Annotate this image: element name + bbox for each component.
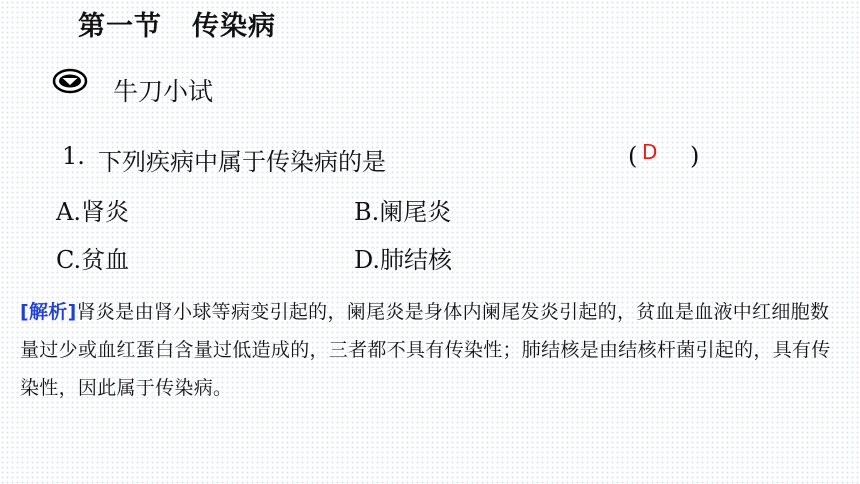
option-letter: A.: [56, 198, 81, 226]
analysis-paragraph: [20, 293, 840, 407]
option-c: [56, 240, 129, 275]
option-text: 贫血: [81, 246, 130, 274]
chevron-down-circle-icon: [52, 68, 88, 94]
option-d: [354, 240, 452, 275]
answer-value: D: [642, 140, 658, 164]
question-text: 下列疾病中属于传染病的是: [98, 148, 386, 176]
topic-title: 传染病: [192, 11, 276, 42]
option-text: 肺结核: [380, 246, 453, 274]
section-number: 第一节: [78, 11, 162, 42]
option-text: 肾炎: [80, 198, 129, 226]
page-title: [78, 4, 276, 43]
option-a: [56, 192, 129, 227]
question-number: 1.: [62, 142, 85, 170]
analysis-text: 肾炎是由肾小球等病变引起的，阑尾炎是身体内阑尾发炎引起的，贫血是血液中红细胞数量过少或血红蛋白含量过低造成的，三者都不具有传染性；肺结核是由结核杆菌引起的，具有传染性，因此属于传染病。: [20, 301, 831, 399]
answer-paren-left: (: [628, 142, 638, 170]
option-text: 阑尾炎: [379, 198, 452, 226]
option-letter: C.: [56, 246, 82, 274]
option-letter: B.: [354, 198, 380, 226]
answer-paren-right: ): [690, 142, 700, 170]
option-letter: D.: [354, 246, 381, 274]
option-b: [354, 192, 451, 227]
analysis-tag: [解析]: [20, 301, 77, 323]
section-label: 牛刀小试: [113, 77, 214, 106]
